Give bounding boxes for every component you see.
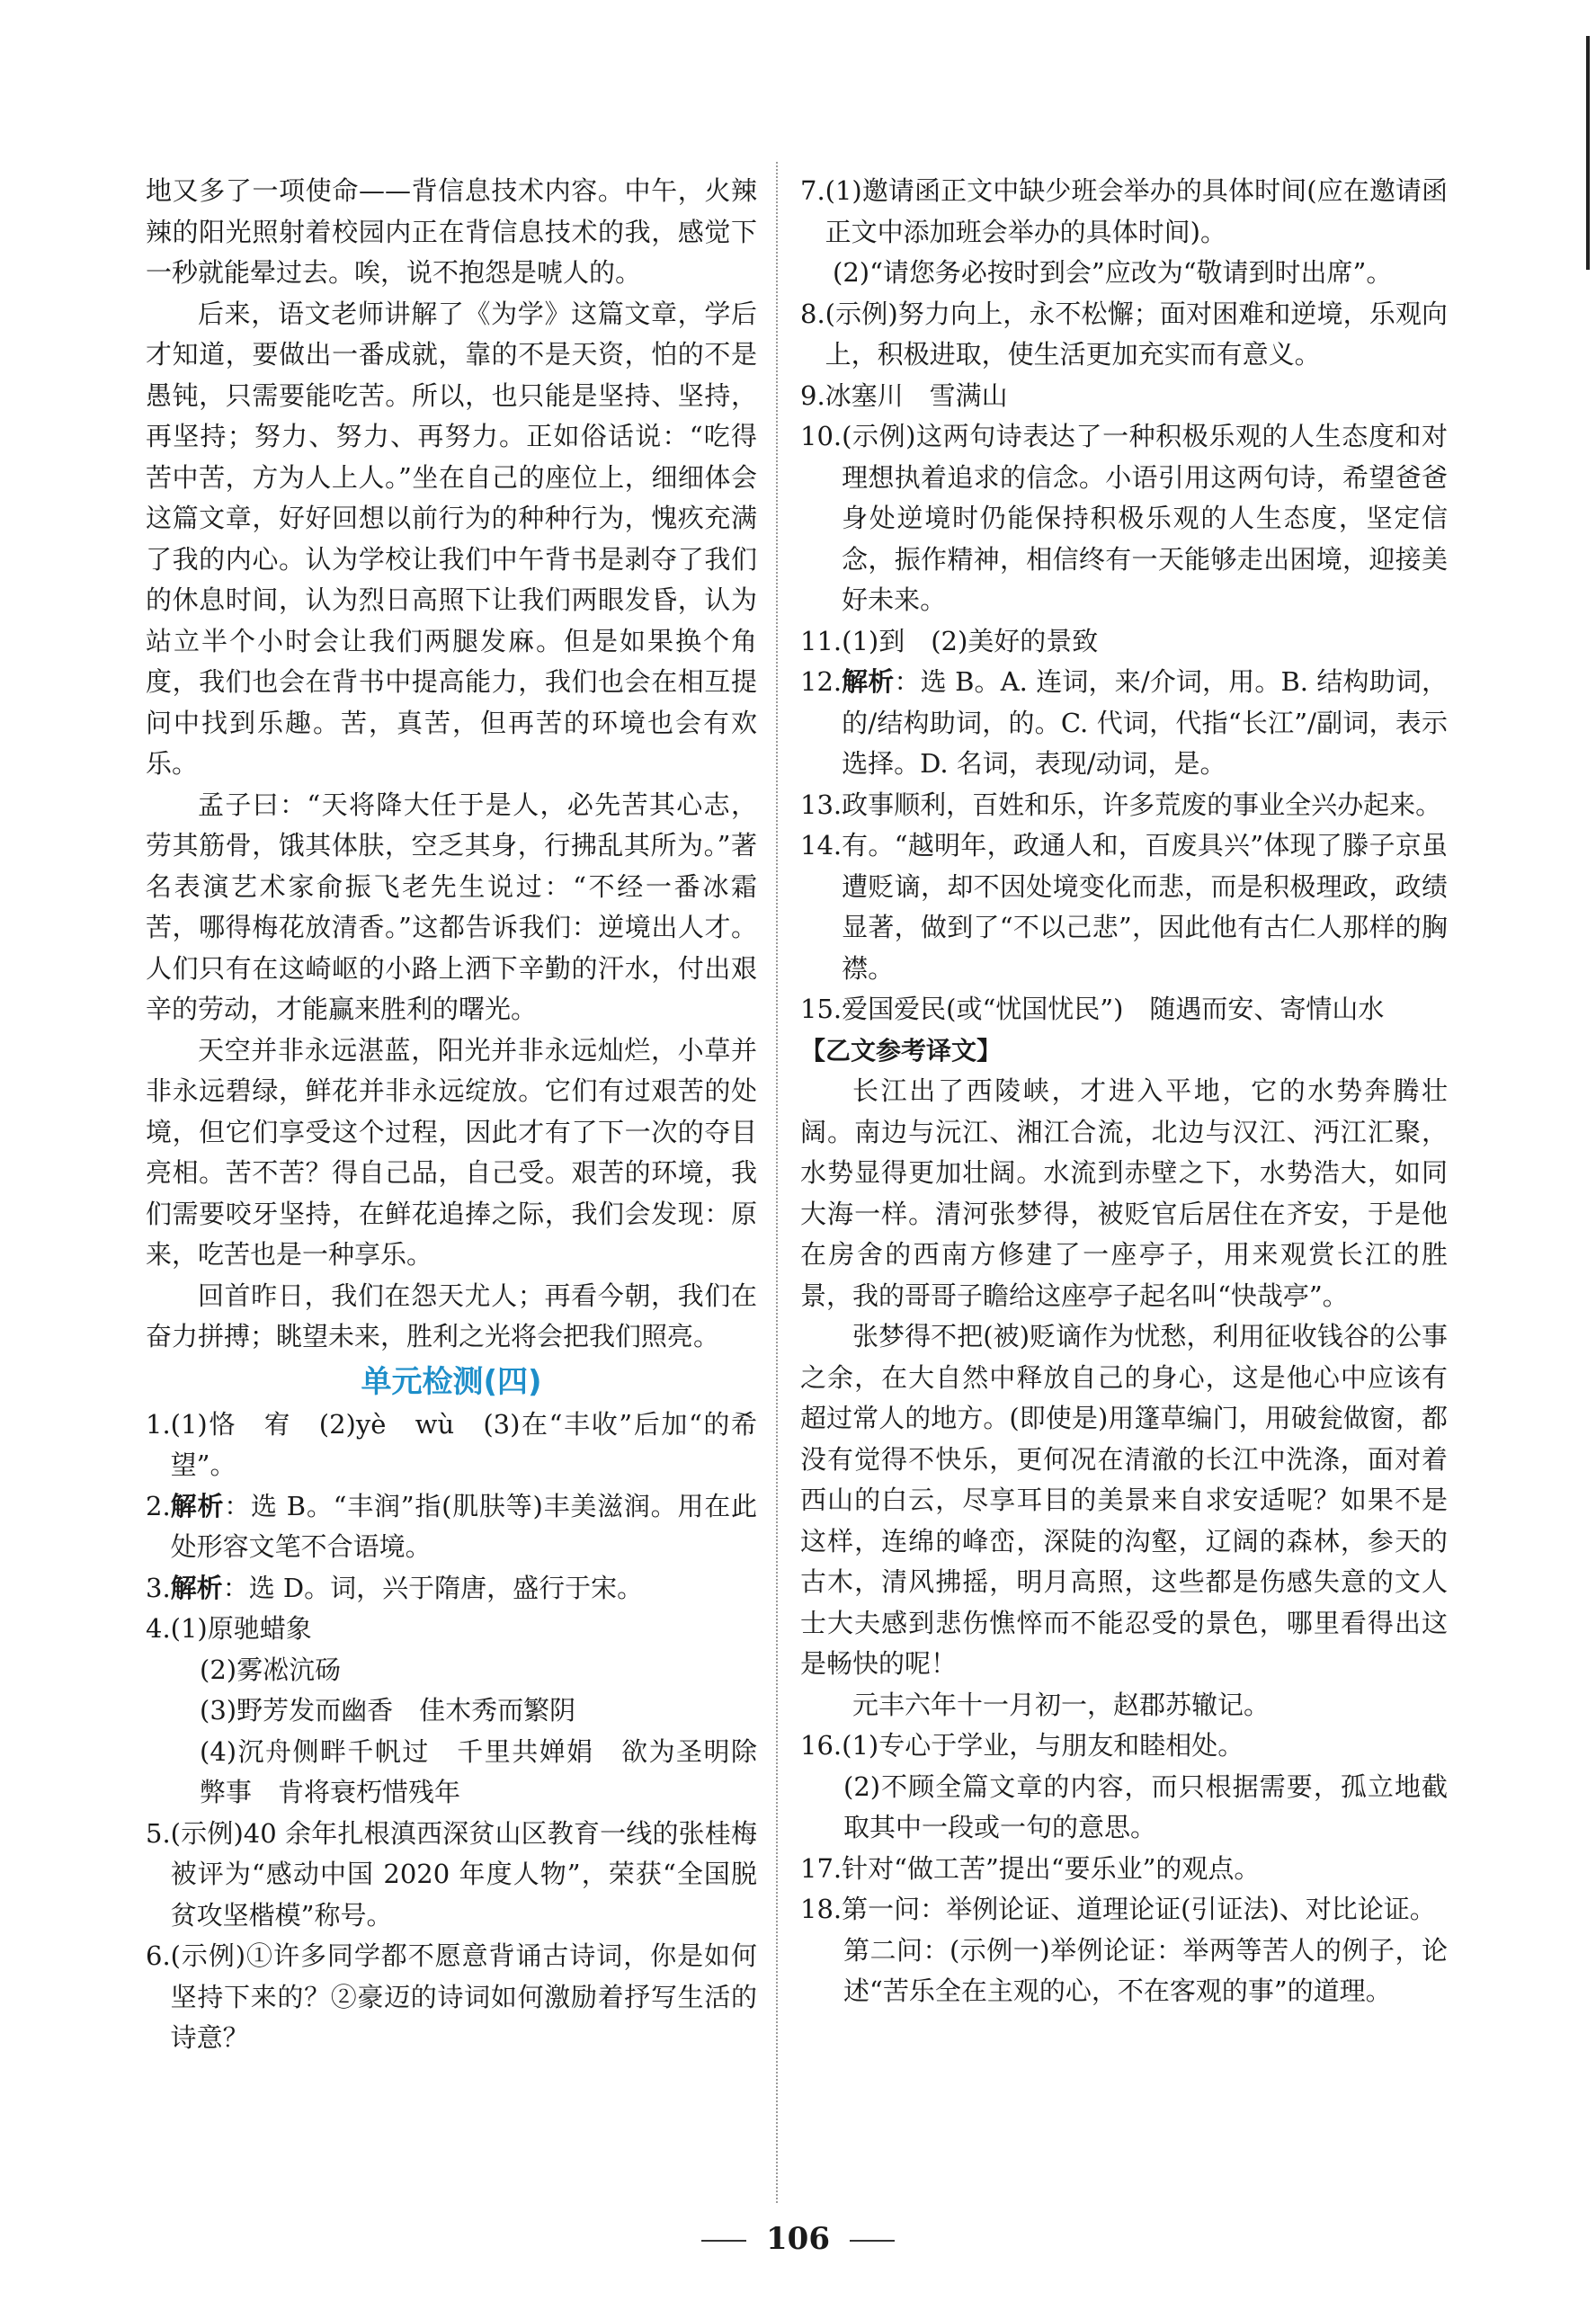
answer-item	[800, 1889, 1448, 1931]
answer-number: 11.	[800, 625, 843, 656]
answer-item	[800, 1849, 1448, 1890]
page-number-dash	[701, 2240, 746, 2242]
edge-bar	[1586, 36, 1590, 270]
answer-item	[800, 294, 1448, 376]
translation-signature: 元丰六年十一月初一，赵郡苏辙记。	[852, 1689, 1271, 1720]
answer-number: 1.	[146, 1408, 171, 1440]
answer-text	[842, 662, 1448, 785]
answer-text: 针对“做工苦”提出“要乐业”的观点。	[842, 1852, 1261, 1884]
answer-text: 政事顺利，百姓和乐，许多荒废的事业全兴办起来。	[842, 789, 1442, 820]
answer-number: 4.	[146, 1613, 171, 1644]
answer-item	[146, 1568, 757, 1610]
answer-text: (1)邀请函正文中缺少班会举办的具体时间(应在邀请函正文中添加班会举办的具体时间)。	[825, 175, 1448, 247]
answer-subitem: (3)野芳发而幽香 佳木秀而繁阴	[200, 1695, 576, 1726]
answer-item	[146, 1814, 757, 1937]
answer-item	[800, 825, 1448, 989]
answer-number: 7.	[800, 175, 825, 206]
page-number	[0, 2221, 1596, 2257]
answer-number: 17.	[800, 1852, 843, 1884]
answer-number: 8.	[800, 298, 825, 329]
answer-number: 6.	[146, 1940, 171, 1971]
answer-number: 9.	[800, 379, 825, 411]
answer-subitem: (2)“请您务必按时到会”应改为“敬请到时出席”。	[833, 257, 1393, 288]
answer-text: 有。“越明年，政通人和，百废具兴”体现了滕子京虽遭贬谪，却不因处境变化而悲，而是积极理政，政绩显著，做到了“不以己悲”，因此他有古仁人那样的胸襟。	[842, 830, 1448, 984]
answer-text: (1)到 (2)美好的景致	[842, 625, 1099, 656]
answer-number: 15.	[800, 994, 843, 1024]
answer-text: (示例)努力向上，永不松懈；面对困难和逆境，乐观向上，积极进取，使生活更加充实而有意义。	[825, 298, 1448, 370]
essay-paragraph: 后来，语文老师讲解了《为学》这篇文章，学后才知道，要做出一番成就，靠的不是天资，怕的不是愚钝，只需要能吃苦。所以，也只能是坚持、坚持，再坚持；努力、努力、再努力。正如俗话说：“吃得苦中苦，方为人上人。”坐在自己的座位上，细细体会这篇文章，好好回想以前行为的种种行为，愧疚充满了我的内心。认为学校让我们中午背书是剥夺了我们的休息时间，认为烈日高照下让我们两眼发昏，认为站立半个小时会让我们两腿发麻。但是如果换个角度，我们也会在背书中提高能力，我们也会在相互提问中找到乐趣。苦，真苦，但再苦的环境也会有欢乐。	[146, 298, 757, 779]
answer-subitem: (2)雾凇沆砀	[200, 1654, 342, 1685]
translation-paragraph: 长江出了西陵峡，才进入平地，它的水势奔腾壮阔。南边与沅江、湘江合流，北边与汉江、沔江汇聚，水势显得更加壮阔。水流到赤壁之下，水势浩大，如同大海一样。清河张梦得，被贬官后居住在齐安，于是他在房舍的西南方修建了一座亭子，用来观赏长江的胜景，我的哥哥子瞻给这座亭子起名叫“快哉亭”。	[800, 1075, 1448, 1311]
answer-subitem: (2)不顾全篇文章的内容，而只根据需要，孤立地截取其中一段或一句的意思。	[843, 1770, 1448, 1842]
answer-item	[800, 171, 1448, 253]
answer-number: 3.	[146, 1572, 171, 1603]
answer-text-body: ：选 D。词，兴于隋唐，盛行于宋。	[222, 1572, 644, 1603]
column-divider	[776, 162, 778, 2203]
analysis-label: 解析	[842, 666, 895, 697]
answer-item	[800, 662, 1448, 785]
answer-item	[146, 1936, 757, 2059]
translation-paragraph: 张梦得不把(被)贬谪作为忧愁，利用征收钱谷的公事之余，在大自然中释放自己的身心，这是他心中应该有超过常人的地方。(即使是)用篷草编门，用破瓮做窗，都没有觉得不快乐，更何况在清澈的长江中洗涤，面对着西山的白云，尽享耳目的美景来自求安适呢？如果不是这样，连绵的峰峦，深陡的沟壑，辽阔的森林，参天的古木，清风拂摇，明月高照，这些都是伤感失意的文人士大夫感到悲伤憔悴而不能忍受的景色，哪里看得出这是畅快的呢！	[800, 1321, 1448, 1679]
answer-item	[800, 416, 1448, 621]
right-column	[800, 171, 1448, 2012]
answer-text	[171, 1486, 757, 1568]
answer-text-body: ：选 B。A. 连词，来/介词，用。B. 结构助词，的/结构助词，的。C. 代词，代指“长江”/副词，表示选择。D. 名词，表现/动词，是。	[842, 666, 1448, 779]
answer-subitem: 第二问：(示例一)举例论证：举两等苦人的例子，论述“苦乐全在主观的心，不在客观的事”的道理。	[843, 1934, 1448, 2006]
answer-text: (1)恪 宥 (2)yè wù (3)在“丰收”后加“的希望”。	[170, 1408, 757, 1480]
answer-item	[146, 1405, 757, 1486]
essay-paragraph: 地又多了一项使命——背信息技术内容。中午，火辣辣的阳光照射着校园内正在背信息技术的我，感觉下一秒就能晕过去。唉，说不抱怨是唬人的。	[146, 175, 757, 288]
analysis-label: 解析	[170, 1572, 223, 1603]
page-number-text: 106	[766, 2221, 830, 2257]
essay-paragraph: 回首昨日，我们在怨天尤人；再看今朝，我们在奋力拼搏；眺望未来，胜利之光将会把我们照亮。	[146, 1280, 757, 1351]
answer-item	[800, 1726, 1448, 1767]
answer-number: 18.	[800, 1894, 843, 1924]
essay-paragraph: 天空并非永远湛蓝，阳光并非永远灿烂，小草并非永远碧绿，鲜花并非永远绽放。它们有过艰苦的处境，但它们享受这个过程，因此才有了下一次的夺目亮相。苦不苦？得自己品，自己受。艰苦的环境，我们需要咬牙坚持，在鲜花追捧之际，我们会发现：原来，吃苦也是一种享乐。	[146, 1034, 757, 1270]
answer-number: 12.	[800, 666, 843, 697]
analysis-label: 解析	[170, 1490, 225, 1521]
translation-heading: 【乙文参考译文】	[800, 1035, 1003, 1066]
answer-number: 10.	[800, 421, 843, 451]
answer-item	[146, 1609, 757, 1650]
answer-number: 5.	[146, 1817, 171, 1849]
answer-text	[171, 1568, 757, 1610]
answer-text: (示例)这两句诗表达了一种积极乐观的人生态度和对理想执着追求的信念。小语引用这两句诗，希望爸爸身处逆境时仍能保持积极乐观的人生态度，坚定信念，振作精神，相信终有一天能够走出困境，迎接美好未来。	[842, 421, 1448, 615]
answer-number: 16.	[800, 1730, 843, 1761]
answer-text: (1)原驰蜡象	[170, 1613, 312, 1644]
answer-item	[800, 989, 1448, 1030]
answer-number: 2.	[146, 1490, 171, 1521]
answer-number: 14.	[800, 830, 843, 861]
answer-text-body: ：选 B。“丰润”指(肌肤等)丰美滋润。用在此处形容文笔不合语境。	[170, 1490, 757, 1562]
answer-item	[146, 1486, 757, 1568]
answer-text: (1)专心于学业，与朋友和睦相处。	[842, 1730, 1244, 1761]
answer-text: 第一问：举例论证、道理论证(引证法)、对比论证。	[842, 1894, 1436, 1924]
answer-item	[800, 376, 1448, 417]
answer-text: (示例)①许多同学都不愿意背诵古诗词，你是如何坚持下来的？②豪迈的诗词如何激励着抒写生活的诗意？	[170, 1940, 757, 2053]
answer-number: 13.	[800, 789, 843, 820]
left-column	[146, 171, 757, 2059]
answer-text: (示例)40 余年扎根滇西深贫山区教育一线的张桂梅被评为“感动中国 2020 年度人物”，荣获“全国脱贫攻坚楷模”称号。	[170, 1817, 757, 1931]
answer-subitem: (4)沉舟侧畔千帆过 千里共婵娟 欲为圣明除弊事 肯将衰朽惜残年	[200, 1735, 757, 1807]
answer-item	[800, 621, 1448, 663]
answer-text: 冰塞川 雪满山	[825, 379, 1008, 411]
page-number-dash	[850, 2240, 895, 2242]
answer-item	[800, 785, 1448, 826]
section-title: 单元检测(四)	[361, 1363, 542, 1400]
answer-text: 爱国爱民(或“忧国忧民”) 随遇而安、寄情山水	[842, 994, 1385, 1024]
essay-paragraph: 孟子曰：“天将降大任于是人，必先苦其心志，劳其筋骨，饿其体肤，空乏其身，行拂乱其所为。”著名表演艺术家俞振飞老先生说过：“不经一番冰霜苦，哪得梅花放清香。”这都告诉我们：逆境出人才。人们只有在这崎岖的小路上洒下辛勤的汗水，付出艰辛的劳动，才能赢来胜利的曙光。	[146, 789, 757, 1024]
